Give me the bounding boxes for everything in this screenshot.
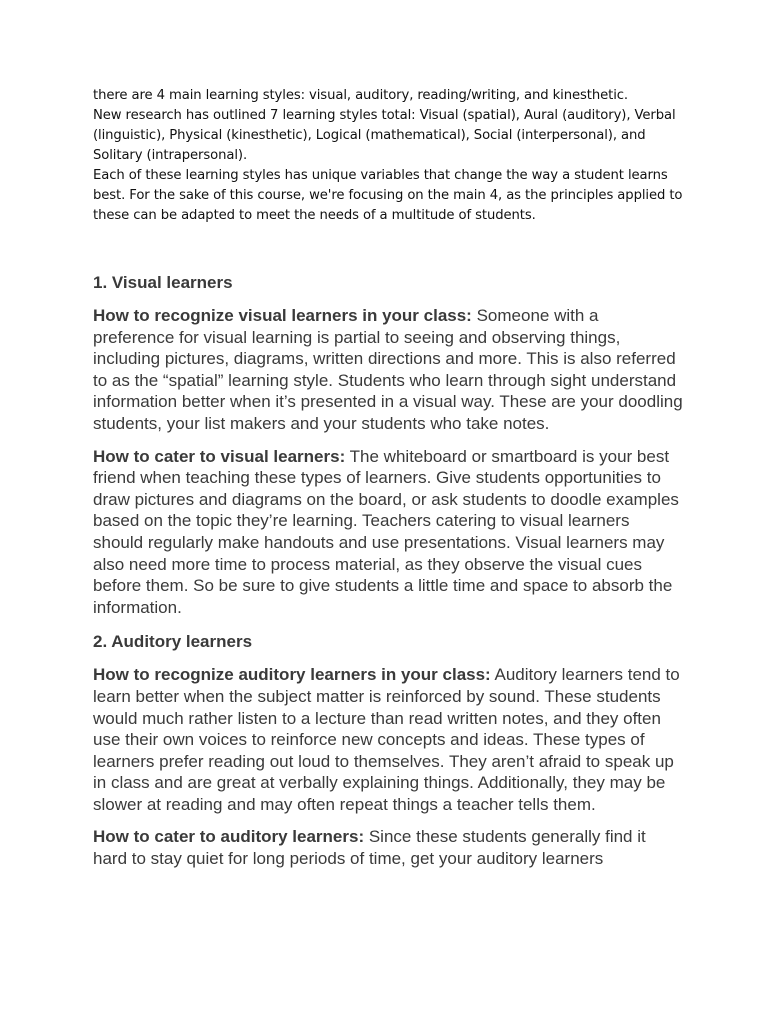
paragraph-text: Since these students generally find it hard to stay quiet for long periods of time, get your auditory learners — [93, 827, 646, 869]
paragraph-recognize-auditory — [93, 664, 683, 815]
paragraph-text: Someone with a preference for visual learning is partial to seeing and observing things, including pictures, diagrams, written directions and more. This is also referred to as the “spatial” learning style. Students who learn through sight understand information better when it’s presented in a visual way. These are your doodling students, your list makers and your students who take notes. — [93, 306, 683, 433]
paragraph-cater-auditory — [93, 826, 683, 869]
intro-line-1: there are 4 main learning styles: visual, auditory, reading/writing, and kinesthetic. — [93, 88, 629, 103]
paragraph-text: Auditory learners tend to learn better when the subject matter is reinforced by sound. These students would much rather listen to a lecture than read written notes, and they often use their own voices to reinforce new concepts and ideas. These types of learners prefer reading out loud to themselves. They aren’t afraid to speak up in class and are great at verbally explaining things. Additionally, they may be slower at reading and may often repeat things a teacher tells them. — [93, 665, 680, 814]
intro-line-3: Each of these learning styles has unique variables that change the way a student learns best. For the sake of this course, we're focusing on the main 4, as the principles applied to these can be adapted to meet the needs of a multitude of students. — [93, 168, 683, 223]
paragraph-text: The whiteboard or smartboard is your best friend when teaching these types of learners. Give students opportunities to draw pictures and diagrams on the board, or ask students to doodle examples based on the topic they’re learning. Teachers catering to visual learners should regularly make handouts and use presentations. Visual learners may also need more time to process material, as they observe the visual cues before them. So be sure to give students a little time and space to absorb the information. — [93, 446, 679, 617]
paragraph-cater-visual — [93, 446, 683, 619]
intro-block — [93, 86, 683, 226]
intro-line-2: New research has outlined 7 learning styles total: Visual (spatial), Aural (auditory), Verbal (linguistic), Physical (kinesthetic), Logical (mathematical), Social (interpersonal), and Solitary (intrapersonal). — [93, 108, 676, 163]
paragraph-lead: How to recognize visual learners in your class: — [93, 306, 472, 325]
paragraph-lead: How to recognize auditory learners in your class: — [93, 665, 491, 685]
document-page — [93, 86, 683, 870]
paragraph-lead: How to cater to visual learners: — [93, 446, 346, 466]
paragraph-recognize-visual — [93, 305, 683, 435]
section-heading-auditory: 2. Auditory learners — [93, 632, 253, 652]
section-heading-visual: 1. Visual learners — [93, 273, 233, 292]
paragraph-lead: How to cater to auditory learners: — [93, 827, 365, 847]
